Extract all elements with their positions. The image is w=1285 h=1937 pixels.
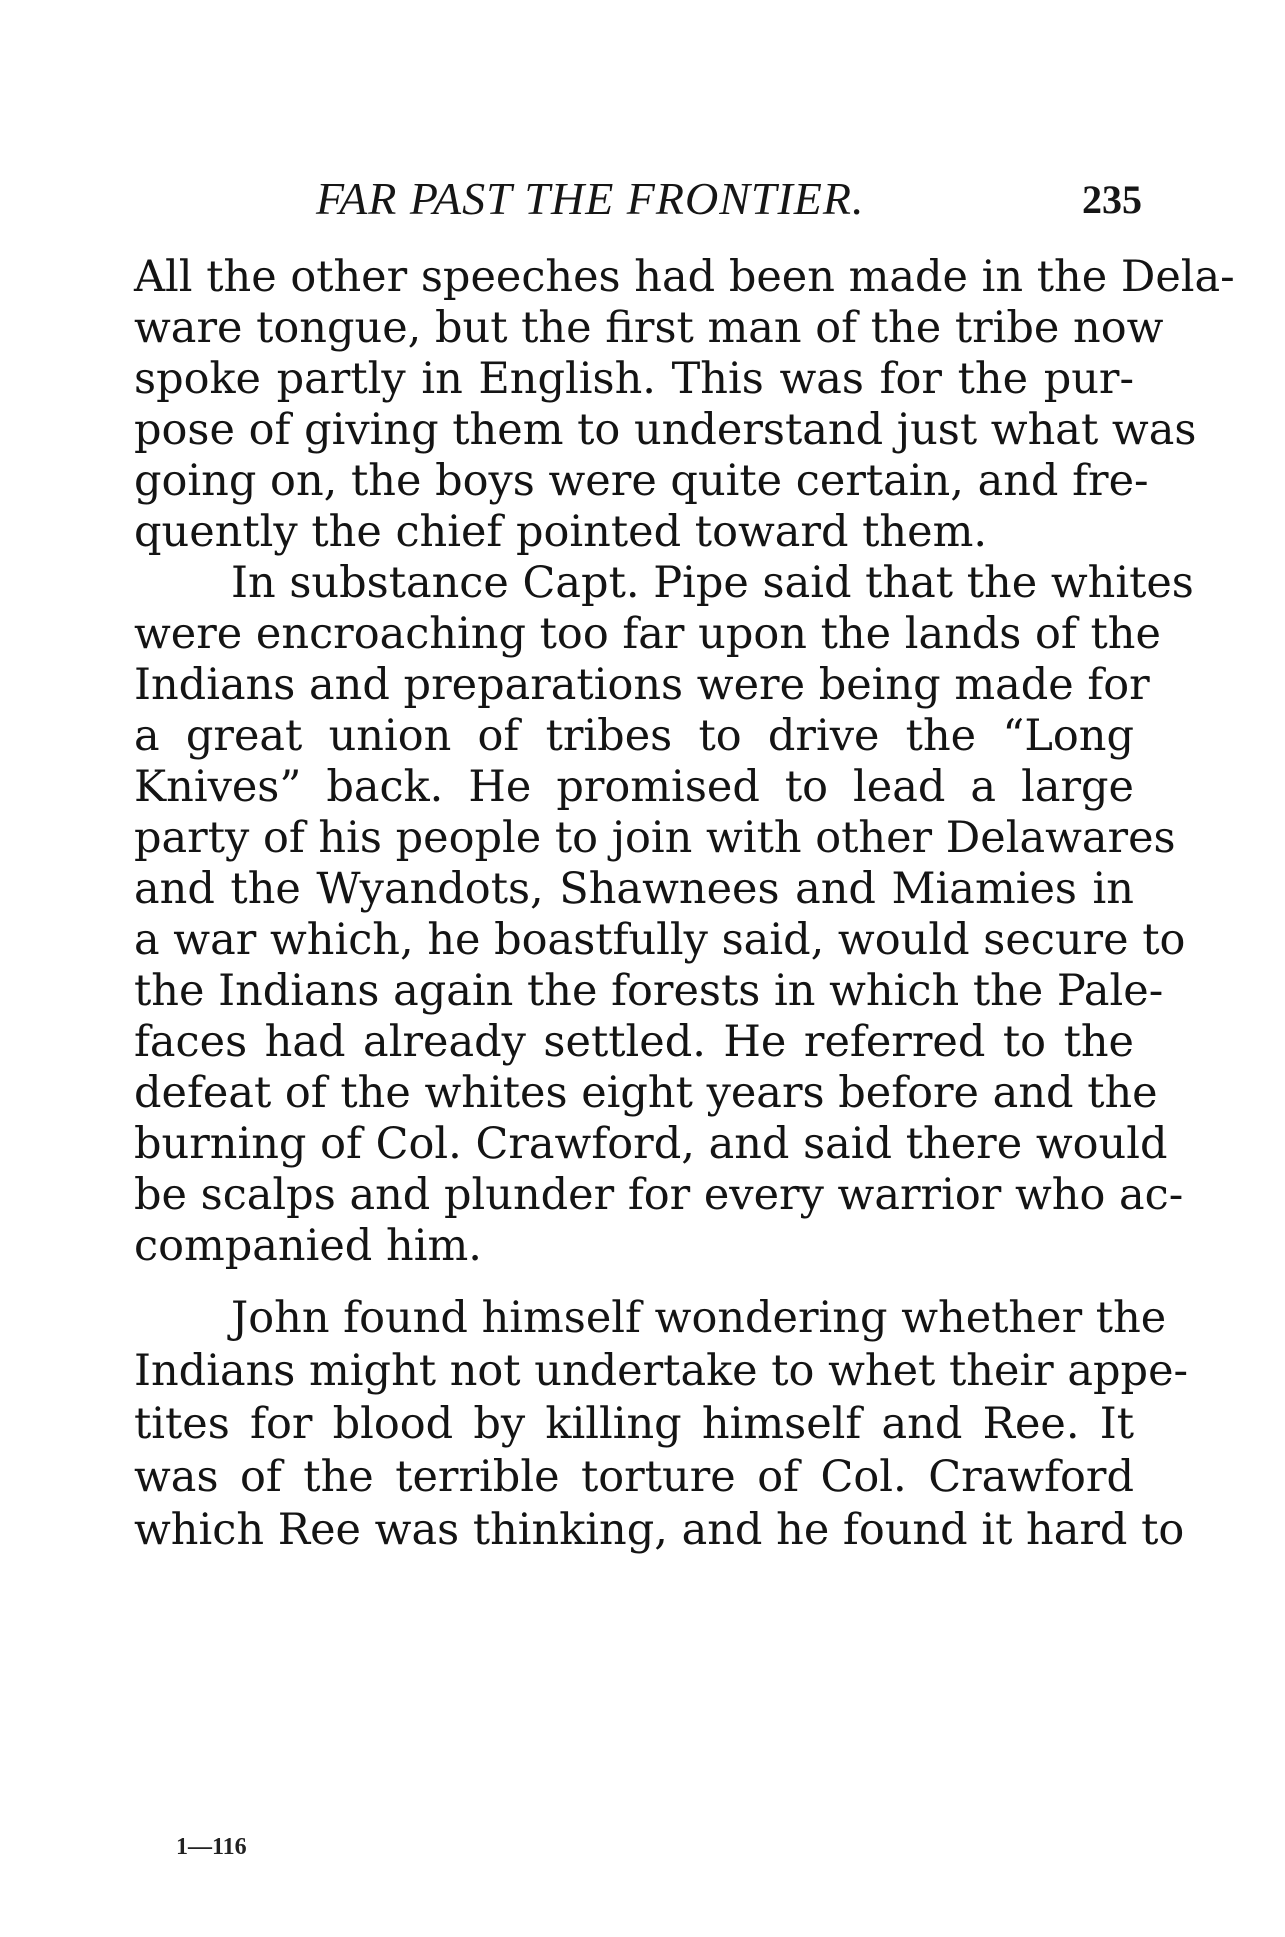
text-line: quently the chief pointed toward them. (134, 507, 988, 557)
text-line: pose of giving them to understand just what was (134, 405, 1197, 455)
text-line: burning of Col. Crawford, and said there would (134, 1119, 1168, 1169)
signature-mark: 1—116 (176, 1834, 247, 1860)
text-line: going on, the boys were quite certain, and fre- (134, 456, 1149, 506)
page-number: 235 (1082, 177, 1142, 222)
text-line: spoke partly in English. This was for the pur- (134, 354, 1134, 404)
text-line: was of the terrible torture of Col. Crawford (134, 1452, 1134, 1502)
text-line: ware tongue, but the first man of the tribe now (134, 303, 1164, 353)
text-line: Knives” back. He promised to lead a large (134, 762, 1134, 812)
text-line: John found himself wondering whether the (231, 1293, 1167, 1343)
text-line: party of his people to join with other Delawares (134, 813, 1176, 863)
text-line: Indians and preparations were being made for (134, 660, 1150, 710)
text-line: be scalps and plunder for every warrior who ac- (134, 1170, 1184, 1220)
text-line: Indians might not undertake to whet their appe- (134, 1346, 1189, 1396)
text-line: companied him. (134, 1221, 482, 1271)
text-line: a war which, he boastfully said, would secure to (134, 915, 1186, 965)
text-line: defeat of the whites eight years before and the (134, 1068, 1158, 1118)
text-line: tites for blood by killing himself and Ree. It (134, 1399, 1134, 1449)
text-line: were encroaching too far upon the lands of the (134, 609, 1161, 659)
text-line: a great union of tribes to drive the “Long (134, 711, 1134, 761)
text-line: the Indians again the forests in which the Pale- (134, 966, 1164, 1016)
text-line: All the other speeches had been made in the Dela- (134, 252, 1235, 302)
text-line: faces had already settled. He referred to the (134, 1017, 1134, 1067)
text-line: In substance Capt. Pipe said that the whites (231, 558, 1194, 608)
text-line: and the Wyandots, Shawnees and Miamies in (134, 864, 1134, 914)
running-head-title: FAR PAST THE FRONTIER. (316, 173, 865, 224)
text-line: which Ree was thinking, and he found it hard to (134, 1505, 1185, 1555)
